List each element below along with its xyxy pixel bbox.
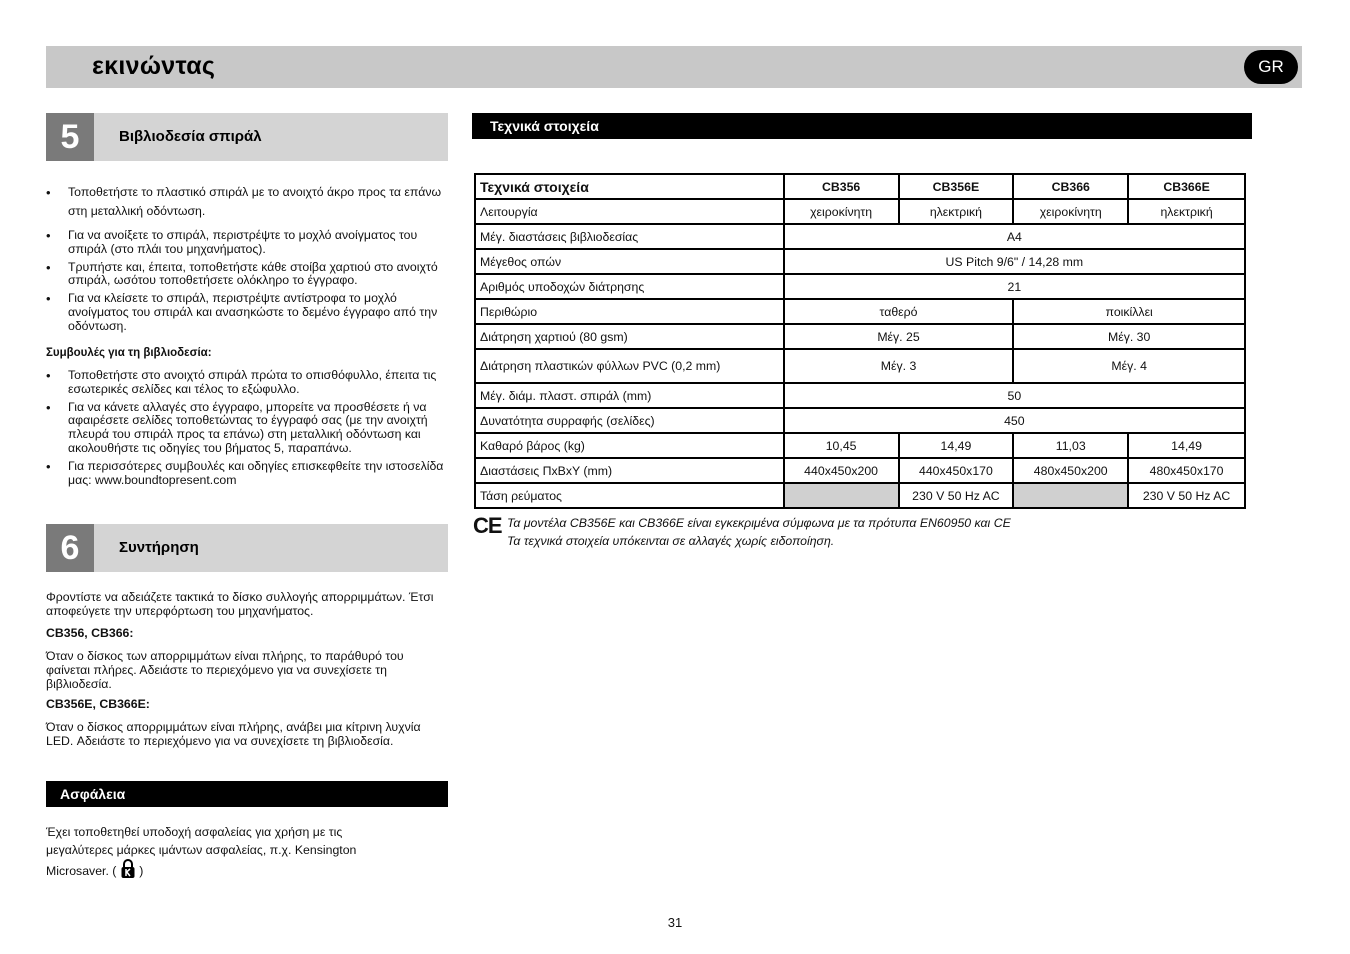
table-cell: ηλεκτρική xyxy=(899,199,1014,224)
section-title: Συντήρηση xyxy=(119,539,199,556)
ce-mark-icon: CE xyxy=(473,513,502,538)
maintenance-text: Όταν ο δίσκος απορριμμάτων είναι πλήρης, ανάβει μια κίτρινη λυχνία LED. Αδειάστε το περιεχόμενο για να συνεχίσετε τη βιβλιοδεσία. xyxy=(46,720,421,748)
table-row xyxy=(475,458,1245,483)
list-item: • Για να κλείσετε το σπιράλ, περιστρέψτε αντίστροφα το μοχλό ανοίγματος του σπιράλ και ανασηκώστε το δεμένο έγγραφο από την οδόντωση. xyxy=(46,292,448,333)
specs-table xyxy=(474,173,1246,509)
page-number: 31 xyxy=(667,915,683,930)
tips-heading: Συμβουλές για τη βιβλιοδεσία: xyxy=(46,347,212,359)
table-row xyxy=(475,299,1245,324)
table-cell: ποικίλλει xyxy=(1013,299,1245,324)
table-cell-empty xyxy=(1013,483,1128,508)
model-header: CB356E xyxy=(899,174,1014,199)
table-cell: 480x450x170 xyxy=(1128,458,1245,483)
maintenance-intro: Φροντίστε να αδειάζετε τακτικά το δίσκο συλλογής απορριμμάτων. Έτσι αποφεύγετε την υπερφόρτωση του μηχανήματος. xyxy=(46,590,434,618)
table-row xyxy=(475,483,1245,508)
table-cell-empty xyxy=(784,483,899,508)
table-cell: 14,49 xyxy=(1128,433,1245,458)
security-line: μεγαλύτερες μάρκες ιμάντων ασφαλείας, π.χ. Kensington xyxy=(46,843,357,857)
section-5-bullets-b xyxy=(46,229,448,334)
row-label: Μέγ. διάμ. πλαστ. σπιράλ (mm) xyxy=(475,383,784,408)
table-cell: 230 V 50 Hz AC xyxy=(1128,483,1245,508)
security-line: Έχει τοποθετηθεί υποδοχή ασφαλείας για χρήση με τις xyxy=(46,825,343,839)
row-label: Καθαρό βάρος (kg) xyxy=(475,433,784,458)
row-label: Μέγεθος οπών xyxy=(475,249,784,274)
tips-list xyxy=(46,369,448,487)
maintenance-text: Όταν ο δίσκος των απορριμμάτων είναι πλήρης, το παράθυρό του φαίνεται πλήρες. Αδειάστε το περιεχόμενο για να συνεχίσετε τη βιβλιοδεσία. xyxy=(46,649,404,691)
table-cell: 50 xyxy=(784,383,1245,408)
table-row xyxy=(475,383,1245,408)
security-heading: Ασφάλεια xyxy=(46,781,448,807)
section-title: Βιβλιοδεσία σπιράλ xyxy=(119,128,262,145)
list-item: • Για περισσότερες συμβουλές και οδηγίες επισκεφθείτε την ιστοσελίδα μας: www.boundtopresent.com xyxy=(46,460,448,488)
row-label: Αριθμός υποδοχών διάτρησης xyxy=(475,274,784,299)
table-row xyxy=(475,274,1245,299)
model-header: CB366E xyxy=(1128,174,1245,199)
list-item: • Τοποθετήστε στο ανοιχτό σπιράλ πρώτα το οπισθόφυλλο, έπειτα τις εσωτερικές σελίδες και τέλος το εξώφυλλο. xyxy=(46,369,448,397)
table-row xyxy=(475,349,1245,383)
table-cell: 440x450x170 xyxy=(899,458,1014,483)
step-number: 6 xyxy=(46,524,94,572)
table-cell: 230 V 50 Hz AC xyxy=(899,483,1014,508)
section-5-bullets-a xyxy=(46,183,448,221)
security-line xyxy=(46,859,448,884)
page-title: εκινώντας xyxy=(92,52,216,80)
row-label: Δυνατότητα συρραφής (σελίδες) xyxy=(475,408,784,433)
table-row xyxy=(475,199,1245,224)
table-row xyxy=(475,433,1245,458)
header-bar xyxy=(46,46,1302,88)
table-cell: Μέγ. 3 xyxy=(784,349,1014,383)
row-label: Λειτουργία xyxy=(475,199,784,224)
kensington-lock-icon xyxy=(120,859,136,884)
table-cell: A4 xyxy=(784,224,1245,249)
table-cell: 11,03 xyxy=(1013,433,1128,458)
security-line-start: Microsaver. ( xyxy=(46,863,117,878)
row-label: Περιθώριο xyxy=(475,299,784,324)
table-row xyxy=(475,224,1245,249)
security-text xyxy=(46,823,448,884)
table-cell: ταθερό xyxy=(784,299,1014,324)
row-label: Διάτρηση χαρτιού (80 gsm) xyxy=(475,324,784,349)
row-label: Μέγ. διαστάσεις βιβλιοδεσίας xyxy=(475,224,784,249)
table-cell: 440x450x200 xyxy=(784,458,899,483)
language-badge: GR xyxy=(1244,50,1298,84)
section-5-header xyxy=(46,113,448,161)
table-cell: 10,45 xyxy=(784,433,899,458)
step-number: 5 xyxy=(46,113,94,161)
table-cell: Μέγ. 25 xyxy=(784,324,1014,349)
table-cell: 14,49 xyxy=(899,433,1014,458)
row-label: Τάση ρεύματος xyxy=(475,483,784,508)
table-cell: χειροκίνητη xyxy=(784,199,899,224)
model-heading: CB356, CB366: xyxy=(46,626,134,640)
section-6-header xyxy=(46,524,448,572)
table-cell: 480x450x200 xyxy=(1013,458,1128,483)
list-item: • Τοποθετήστε το πλαστικό σπιράλ με το ανοιχτό άκρο προς τα επάνω στη μεταλλική οδόντωση. xyxy=(46,183,448,221)
list-item: • Για να ανοίξετε το σπιράλ, περιστρέψτε το μοχλό ανοίγματος του σπιράλ (στο πλάι του μηχανήματος). xyxy=(46,229,448,257)
table-row xyxy=(475,174,1245,199)
table-title: Τεχνικά στοιχεία xyxy=(475,174,784,199)
table-cell: Μέγ. 30 xyxy=(1013,324,1245,349)
row-label: Διάτρηση πλαστικών φύλλων PVC (0,2 mm) xyxy=(475,349,784,383)
table-cell: US Pitch 9/6" / 14,28 mm xyxy=(784,249,1245,274)
table-row xyxy=(475,408,1245,433)
table-cell: 450 xyxy=(784,408,1245,433)
list-item: • Τρυπήστε και, έπειτα, τοποθετήστε κάθε στοίβα χαρτιού στο ανοιχτό σπιράλ, ωσότου τοποθετήσετε ολόκληρο το έγγραφο. xyxy=(46,261,448,289)
table-row xyxy=(475,249,1245,274)
specs-heading: Τεχνικά στοιχεία xyxy=(472,113,1252,139)
list-item: • Για να κάνετε αλλαγές στο έγγραφο, μπορείτε να προσθέσετε ή να αφαιρέσετε σελίδες τοποθετώντας το έγγραφό σας (με την ανοιχτή πλευρά του σπιράλ προς τα επάνω) στη μεταλλική οδόντωση και ακολουθήστε τις οδηγίες του βήματος 5, παραπάνω. xyxy=(46,401,448,456)
model-header: CB366 xyxy=(1013,174,1128,199)
change-note: Τα τεχνικά στοιχεία υπόκεινται σε αλλαγές χωρίς ειδοποίηση. xyxy=(507,534,835,548)
table-cell: χειροκίνητη xyxy=(1013,199,1128,224)
model-header: CB356 xyxy=(784,174,899,199)
model-heading: CB356E, CB366E: xyxy=(46,697,150,711)
security-line-end: ) xyxy=(139,863,144,878)
table-cell: ηλεκτρική xyxy=(1128,199,1245,224)
approval-note: Τα μοντέλα CB356E και CB366E είναι εγκεκριμένα σύμφωνα με τα πρότυπα EN60950 και CE xyxy=(507,516,1011,530)
table-row xyxy=(475,324,1245,349)
row-label: Διαστάσεις ΠxΒxΥ (mm) xyxy=(475,458,784,483)
table-cell: 21 xyxy=(784,274,1245,299)
table-cell: Μέγ. 4 xyxy=(1013,349,1245,383)
